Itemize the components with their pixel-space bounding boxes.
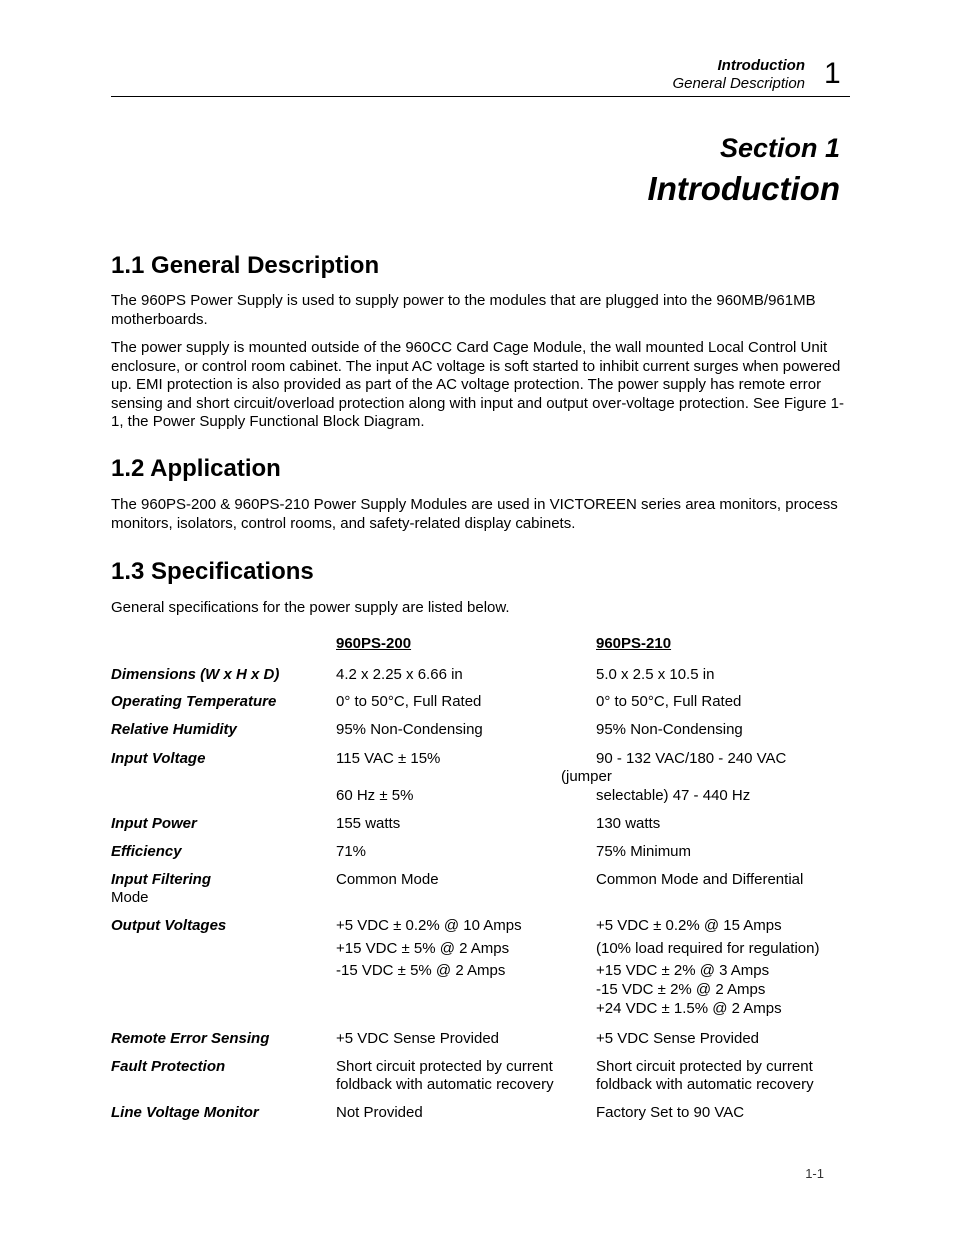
heading-general-description: 1.1 General Description (111, 252, 380, 279)
spec-value-fault-protection-200-line-1: Short circuit protected by current (336, 1058, 553, 1075)
spec-value-line-voltage-monitor-200: Not Provided (336, 1104, 423, 1121)
spec-label-operating-temperature: Operating Temperature (111, 693, 277, 710)
header-divider (111, 96, 850, 97)
header-chapter-number: 1 (824, 57, 841, 90)
spec-label-line-voltage-monitor: Line Voltage Monitor (111, 1104, 259, 1121)
spec-column-header-960ps-210: 960PS-210 (596, 635, 672, 652)
spec-value-efficiency-210: 75% Minimum (596, 843, 692, 860)
spec-label-input-filtering: Input Filtering (111, 871, 211, 888)
spec-value-output-voltage-210-line-1: +5 VDC ± 0.2% @ 15 Amps (596, 917, 782, 934)
spec-label-relative-humidity: Relative Humidity (111, 721, 237, 738)
spec-value-output-voltage-210-line-5: +24 VDC ± 1.5% @ 2 Amps (596, 1000, 782, 1017)
header-section-title: General Description (672, 75, 805, 92)
spec-column-header-960ps-200: 960PS-200 (336, 635, 412, 652)
application-paragraph: The 960PS-200 & 960PS-210 Power Supply Modules are used in VICTOREEN series area monitors, process monitors, isolators, control rooms, and safety-related display cabinets. (111, 496, 838, 532)
spec-value-input-frequency-200: 60 Hz ± 5% (336, 787, 414, 804)
spec-value-fault-protection-210-line-2: foldback with automatic recovery (596, 1076, 814, 1093)
spec-label-remote-error-sensing: Remote Error Sensing (111, 1030, 270, 1047)
heading-application: 1.2 Application (111, 455, 281, 482)
spec-value-remote-error-sensing-210: +5 VDC Sense Provided (596, 1030, 760, 1047)
spec-value-remote-error-sensing-200: +5 VDC Sense Provided (336, 1030, 500, 1047)
spec-value-output-voltage-210-line-2: (10% load required for regulation) (596, 940, 820, 957)
specifications-intro: General specifications for the power supply are listed below. (111, 599, 510, 616)
spec-value-output-voltage-200-line-2: +15 VDC ± 5% @ 2 Amps (336, 940, 510, 957)
general-description-paragraph-2: The power supply is mounted outside of the 960CC Card Cage Module, the wall mounted Local Control Unit enclosure, or control room cabinet. The input AC voltage is soft started to inhibit current surges when powered up. EMI protection is also provided as part of the AC voltage protection. The power supply has remote error sensing and short circuit/overload protection along with input and output over-voltage protection. See Figure 1-1, the Power Supply Functional Block Diagram. (111, 339, 844, 430)
spec-value-input-voltage-210: 90 - 132 VAC/180 - 240 VAC (596, 750, 787, 767)
spec-value-input-filtering-210: Common Mode and Differential (596, 871, 804, 888)
heading-specifications: 1.3 Specifications (111, 558, 314, 585)
spec-value-dimensions-210: 5.0 x 2.5 x 10.5 in (596, 666, 715, 683)
spec-value-operating-temperature-210: 0° to 50°C, Full Rated (596, 693, 742, 710)
spec-value-dimensions-200: 4.2 x 2.25 x 6.66 in (336, 666, 463, 683)
general-description-paragraph-1: The 960PS Power Supply is used to supply power to the modules that are plugged into the 960MB/961MB motherboards. (111, 292, 816, 328)
spec-value-efficiency-200: 71% (336, 843, 367, 860)
spec-value-output-voltage-200-line-1: +5 VDC ± 0.2% @ 10 Amps (336, 917, 522, 934)
spec-value-output-voltage-210-line-3: +15 VDC ± 2% @ 3 Amps (596, 962, 770, 979)
spec-value-fault-protection-210-line-1: Short circuit protected by current (596, 1058, 813, 1075)
header-chapter-title: Introduction (717, 57, 805, 74)
spec-value-input-voltage-210-jumper: (jumper (561, 768, 612, 785)
spec-value-fault-protection-200-line-2: foldback with automatic recovery (336, 1076, 554, 1093)
spec-value-input-frequency-210: selectable) 47 - 440 Hz (596, 787, 751, 804)
spec-value-line-voltage-monitor-210: Factory Set to 90 VAC (596, 1104, 745, 1121)
spec-label-input-filtering-mode: Mode (111, 889, 149, 906)
spec-value-output-voltage-200-line-3: -15 VDC ± 5% @ 2 Amps (336, 962, 506, 979)
spec-value-relative-humidity-200: 95% Non-Condensing (336, 721, 483, 738)
page-number: 1-1 (805, 1166, 824, 1181)
spec-value-operating-temperature-200: 0° to 50°C, Full Rated (336, 693, 482, 710)
spec-value-relative-humidity-210: 95% Non-Condensing (596, 721, 743, 738)
spec-label-fault-protection: Fault Protection (111, 1058, 226, 1075)
spec-label-efficiency: Efficiency (111, 843, 182, 860)
spec-value-output-voltage-210-line-4: -15 VDC ± 2% @ 2 Amps (596, 981, 766, 998)
spec-value-input-filtering-200: Common Mode (336, 871, 439, 888)
spec-label-output-voltages: Output Voltages (111, 917, 227, 934)
spec-label-input-power: Input Power (111, 815, 197, 832)
spec-value-input-power-200: 155 watts (336, 815, 401, 832)
spec-label-dimensions: Dimensions (W x H x D) (111, 666, 280, 683)
spec-label-input-voltage: Input Voltage (111, 750, 206, 767)
spec-value-input-voltage-200: 115 VAC ± 15% (336, 750, 441, 767)
section-label: Section 1 (719, 133, 840, 163)
section-title: Introduction (647, 170, 840, 207)
spec-value-input-power-210: 130 watts (596, 815, 661, 832)
